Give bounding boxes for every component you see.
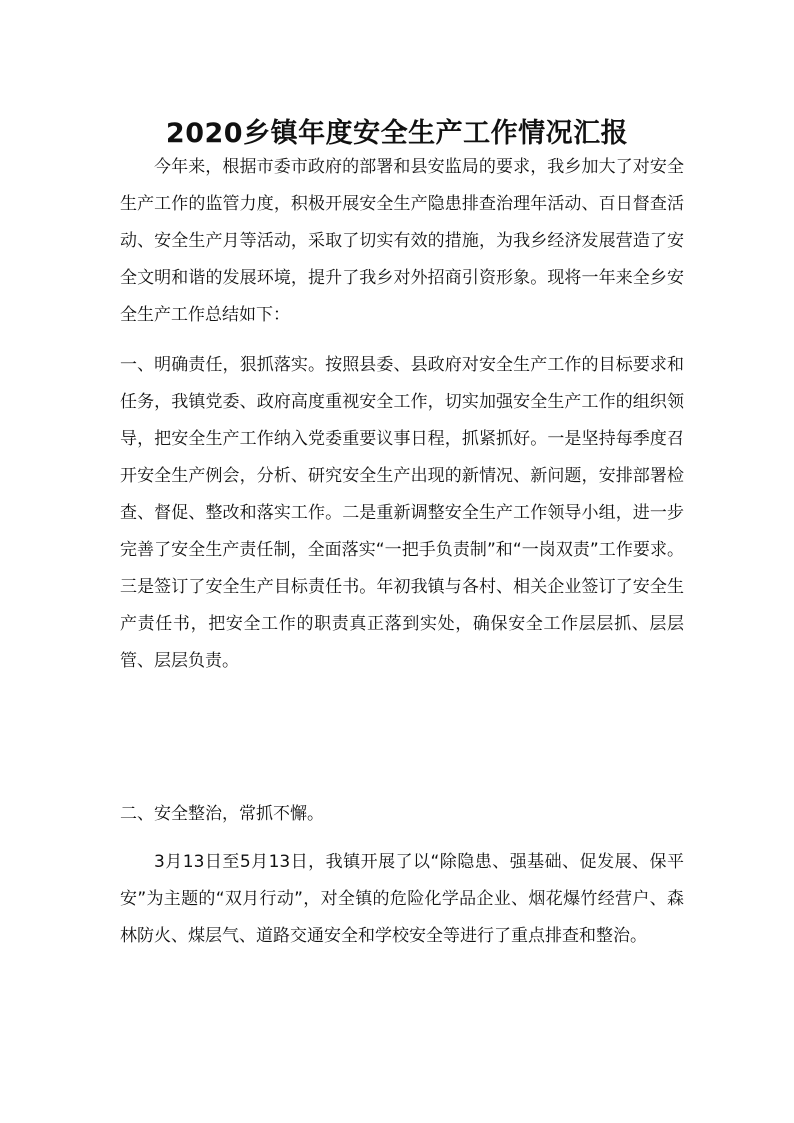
- paragraph-intro: 今年来，根据市委市政府的部署和县安监局的要求，我乡加大了对安全生产工作的监管力度，积极开展安全生产隐患排查治理年活动、百日督查活动、安全生产月等活动，采取了切实有效的措施，为我乡经济发展营造了安全文明和谐的发展环境，提升了我乡对外招商引资形象。现将一年来全乡安全生产工作总结如下：: [120, 157, 684, 325]
- document-title: 2020乡镇年度安全生产工作情况汇报: [165, 118, 629, 150]
- paragraph-section-one: 一、明确责任，狠抓落实。按照县委、县政府对安全生产工作的目标要求和任务，我镇党委、政府高度重视安全工作，切实加强安全生产工作的组织领导，把安全生产工作纳入党委重要议事日程，抓紧抓好。一是坚持每季度召开安全生产例会，分析、研究安全生产出现的新情况、新问题，安排部署检查、督促、整改和落实工作。二是重新调整安全生产工作领导小组，进一步完善了安全生产责任制，全面落实“一把手负责制”和“一岗双责”工作要求。三是签订了安全生产目标责任书。年初我镇与各村、相关企业签订了安全生产责任书，把安全工作的职责真正落到实处，确保安全工作层层抓、层层管、层层负责。: [120, 355, 684, 671]
- paragraph-section-two: 3月13日至5月13日，我镇开展了以“除隐患、强基础、促发展、保平安”为主题的“双月行动”，对全镇的危险化学品企业、烟花爆竹经营户、森林防火、煤层气、道路交通安全和学校安全等进行了重点排查和整治。: [120, 852, 684, 946]
- section-two-heading: 二、安全整治，常抓不懈。: [120, 804, 324, 824]
